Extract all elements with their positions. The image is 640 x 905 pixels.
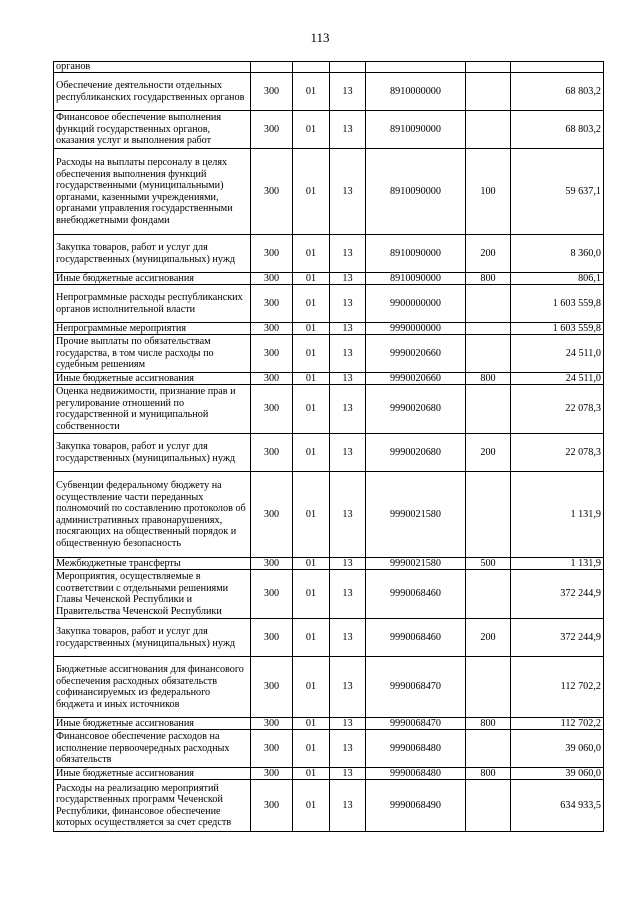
row-csr: 8910090000 — [366, 273, 466, 285]
table-row — [54, 780, 604, 832]
row-pr: 13 — [330, 323, 366, 335]
row-csr: 8910090000 — [366, 235, 466, 273]
row-pr: 13 — [330, 285, 366, 323]
row-pr: 13 — [330, 718, 366, 730]
row-pr: 13 — [330, 111, 366, 149]
row-sum: 22 078,3 — [511, 385, 604, 434]
row-rz: 01 — [293, 780, 330, 832]
row-name: Оценка недвижимости, признание прав и регулирование отношений по государственной и муниципальной собственности — [54, 385, 251, 434]
row-pr: 13 — [330, 373, 366, 385]
row-name: Бюджетные ассигнования для финансового обеспечения расходных обязательств софинансируемых из федерального бюджета и иных источников — [54, 657, 251, 718]
row-ved: 300 — [251, 780, 293, 832]
row-name: Финансовое обеспечение выполнения функций государственных органов, оказания услуг и выполнения работ — [54, 111, 251, 149]
row-vr: 200 — [466, 235, 511, 273]
row-name: Межбюджетные трансферты — [54, 558, 251, 570]
table-row — [54, 718, 604, 730]
row-name: Мероприятия, осуществляемые в соответствии с отдельными решениями Главы Чеченской Республики и Правительства Чеченской Республики — [54, 570, 251, 619]
row-sum: 372 244,9 — [511, 619, 604, 657]
row-rz: 01 — [293, 558, 330, 570]
row-csr: 8910090000 — [366, 149, 466, 235]
row-csr: 9990020660 — [366, 373, 466, 385]
row-csr: 8910000000 — [366, 73, 466, 111]
row-vr — [466, 657, 511, 718]
row-vr — [466, 780, 511, 832]
row-ved: 300 — [251, 730, 293, 768]
row-csr: 9990000000 — [366, 323, 466, 335]
row-sum — [511, 62, 604, 73]
table-row — [54, 335, 604, 373]
row-rz — [293, 62, 330, 73]
row-sum: 1 131,9 — [511, 472, 604, 558]
row-rz: 01 — [293, 570, 330, 619]
row-pr: 13 — [330, 385, 366, 434]
row-ved — [251, 62, 293, 73]
row-pr: 13 — [330, 73, 366, 111]
page-number: 113 — [310, 30, 330, 45]
row-pr: 13 — [330, 235, 366, 273]
table-row — [54, 619, 604, 657]
row-sum: 59 637,1 — [511, 149, 604, 235]
row-ved: 300 — [251, 111, 293, 149]
row-csr: 9990020680 — [366, 385, 466, 434]
row-name: Иные бюджетные ассигнования — [54, 373, 251, 385]
row-vr: 200 — [466, 619, 511, 657]
table-row — [54, 570, 604, 619]
row-vr: 800 — [466, 768, 511, 780]
row-ved: 300 — [251, 73, 293, 111]
row-sum: 68 803,2 — [511, 73, 604, 111]
row-vr — [466, 323, 511, 335]
row-ved: 300 — [251, 472, 293, 558]
row-vr: 200 — [466, 434, 511, 472]
row-sum: 68 803,2 — [511, 111, 604, 149]
row-csr: 8910090000 — [366, 111, 466, 149]
row-name: Закупка товаров, работ и услуг для государственных (муниципальных) нужд — [54, 619, 251, 657]
row-ved: 300 — [251, 657, 293, 718]
row-rz: 01 — [293, 385, 330, 434]
table-row — [54, 323, 604, 335]
row-sum: 39 060,0 — [511, 730, 604, 768]
row-vr — [466, 285, 511, 323]
row-pr: 13 — [330, 273, 366, 285]
table-row — [54, 373, 604, 385]
row-ved: 300 — [251, 570, 293, 619]
row-sum: 1 603 559,8 — [511, 323, 604, 335]
row-rz: 01 — [293, 619, 330, 657]
row-pr: 13 — [330, 335, 366, 373]
row-rz: 01 — [293, 111, 330, 149]
row-csr — [366, 62, 466, 73]
table-row — [54, 149, 604, 235]
table-row — [54, 235, 604, 273]
row-rz: 01 — [293, 73, 330, 111]
row-rz: 01 — [293, 472, 330, 558]
row-ved: 300 — [251, 768, 293, 780]
table-row — [54, 472, 604, 558]
row-rz: 01 — [293, 323, 330, 335]
row-csr: 9990068470 — [366, 718, 466, 730]
row-pr: 13 — [330, 619, 366, 657]
row-sum: 24 511,0 — [511, 335, 604, 373]
row-rz: 01 — [293, 718, 330, 730]
row-csr: 9990068490 — [366, 780, 466, 832]
row-vr — [466, 73, 511, 111]
row-csr: 9990068460 — [366, 619, 466, 657]
row-rz: 01 — [293, 273, 330, 285]
table-row — [54, 111, 604, 149]
row-pr: 13 — [330, 149, 366, 235]
row-name: Непрограммные мероприятия — [54, 323, 251, 335]
row-csr: 9990020660 — [366, 335, 466, 373]
row-pr: 13 — [330, 558, 366, 570]
row-ved: 300 — [251, 235, 293, 273]
row-name: Обеспечение деятельности отдельных республиканских государственных органов — [54, 73, 251, 111]
row-vr: 800 — [466, 273, 511, 285]
row-ved: 300 — [251, 434, 293, 472]
row-vr: 100 — [466, 149, 511, 235]
row-csr: 9990020680 — [366, 434, 466, 472]
row-pr: 13 — [330, 768, 366, 780]
row-sum: 112 702,2 — [511, 657, 604, 718]
row-name: Финансовое обеспечение расходов на исполнение первоочередных расходных обязательств — [54, 730, 251, 768]
row-sum: 1 603 559,8 — [511, 285, 604, 323]
row-vr: 800 — [466, 718, 511, 730]
row-ved: 300 — [251, 558, 293, 570]
row-csr: 9990068480 — [366, 730, 466, 768]
row-name: Субвенции федеральному бюджету на осуществление части переданных полномочий по составлению протоколов об административных правонарушениях, посягающих на общественный порядок и общественную безопасность — [54, 472, 251, 558]
table-row — [54, 285, 604, 323]
row-name: Расходы на выплаты персоналу в целях обеспечения выполнения функций государственными (муниципальными) органами, казенными учреждениями, органами управления государственными внебюджетными фондами — [54, 149, 251, 235]
row-sum: 806,1 — [511, 273, 604, 285]
row-pr: 13 — [330, 657, 366, 718]
row-name: Закупка товаров, работ и услуг для государственных (муниципальных) нужд — [54, 235, 251, 273]
row-vr — [466, 472, 511, 558]
row-vr — [466, 385, 511, 434]
row-rz: 01 — [293, 434, 330, 472]
row-name: Иные бюджетные ассигнования — [54, 768, 251, 780]
row-ved: 300 — [251, 619, 293, 657]
row-csr: 9990068470 — [366, 657, 466, 718]
row-sum: 1 131,9 — [511, 558, 604, 570]
row-name: Расходы на реализацию мероприятий государственных программ Чеченской Республики, финансовое обеспечение которых осуществляется за счет средств — [54, 780, 251, 832]
table-row — [54, 385, 604, 434]
row-ved: 300 — [251, 335, 293, 373]
row-sum: 39 060,0 — [511, 768, 604, 780]
row-rz: 01 — [293, 235, 330, 273]
row-name: Иные бюджетные ассигнования — [54, 273, 251, 285]
row-vr — [466, 111, 511, 149]
row-ved: 300 — [251, 285, 293, 323]
row-sum: 22 078,3 — [511, 434, 604, 472]
table-row — [54, 62, 604, 73]
row-pr: 13 — [330, 472, 366, 558]
row-sum: 24 511,0 — [511, 373, 604, 385]
row-vr — [466, 730, 511, 768]
row-csr: 9990021580 — [366, 558, 466, 570]
row-name: Прочие выплаты по обязательствам государства, в том числе расходы по судебным решениям — [54, 335, 251, 373]
table-row — [54, 558, 604, 570]
row-rz: 01 — [293, 285, 330, 323]
row-vr — [466, 570, 511, 619]
row-ved: 300 — [251, 323, 293, 335]
row-name: Закупка товаров, работ и услуг для государственных (муниципальных) нужд — [54, 434, 251, 472]
row-name: Иные бюджетные ассигнования — [54, 718, 251, 730]
table-row — [54, 434, 604, 472]
row-sum: 372 244,9 — [511, 570, 604, 619]
row-pr: 13 — [330, 570, 366, 619]
row-ved: 300 — [251, 718, 293, 730]
row-csr: 9990021580 — [366, 472, 466, 558]
row-ved: 300 — [251, 273, 293, 285]
row-rz: 01 — [293, 335, 330, 373]
row-vr — [466, 62, 511, 73]
row-sum: 8 360,0 — [511, 235, 604, 273]
row-rz: 01 — [293, 373, 330, 385]
row-name: органов — [54, 62, 251, 73]
row-pr: 13 — [330, 434, 366, 472]
table-row — [54, 73, 604, 111]
row-sum: 634 933,5 — [511, 780, 604, 832]
table-row — [54, 730, 604, 768]
row-csr: 9900000000 — [366, 285, 466, 323]
row-pr: 13 — [330, 780, 366, 832]
row-vr — [466, 335, 511, 373]
row-pr — [330, 62, 366, 73]
row-csr: 9990068480 — [366, 768, 466, 780]
row-name: Непрограммные расходы республиканских органов исполнительной власти — [54, 285, 251, 323]
row-ved: 300 — [251, 149, 293, 235]
row-sum: 112 702,2 — [511, 718, 604, 730]
row-rz: 01 — [293, 730, 330, 768]
row-csr: 9990068460 — [366, 570, 466, 619]
row-ved: 300 — [251, 373, 293, 385]
row-rz: 01 — [293, 768, 330, 780]
row-vr: 500 — [466, 558, 511, 570]
budget-table — [53, 61, 604, 832]
table-row — [54, 657, 604, 718]
row-ved: 300 — [251, 385, 293, 434]
row-vr: 800 — [466, 373, 511, 385]
row-pr: 13 — [330, 730, 366, 768]
row-rz: 01 — [293, 149, 330, 235]
row-rz: 01 — [293, 657, 330, 718]
table-row — [54, 273, 604, 285]
table-row — [54, 768, 604, 780]
